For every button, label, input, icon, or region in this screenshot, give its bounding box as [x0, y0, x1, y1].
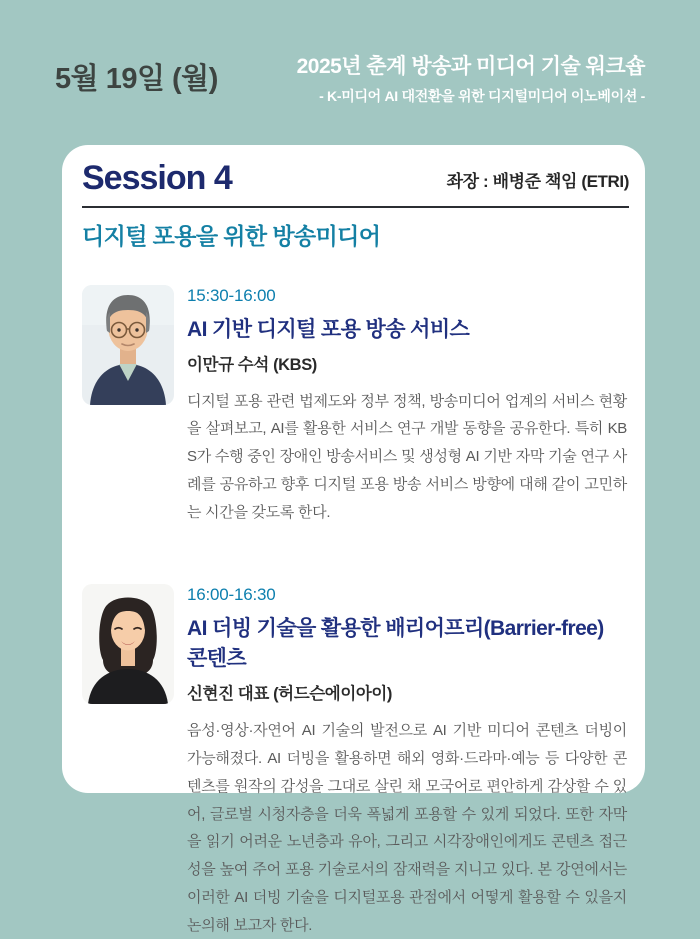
session-time: 16:00-16:30: [187, 585, 276, 605]
session-time: 15:30-16:00: [187, 285, 276, 305]
session-description: 음성·영상·자연어 AI 기술의 발전으로 AI 기반 미디어 콘텐츠 더빙이 가능해졌다. AI 더빙을 활용하면 해외 영화·드라마·예능 등 다양한 콘텐츠를 원작의 감성을 그대로 살린 채 모국어로 편안하게 감상할 수 있어, 글로벌 시청자층을 더욱 폭넓게 포용할 수 있게 되었다. 또한 자막을 읽기 어려운 노년층과 유아, 그리고 시각장애인에게도 콘텐츠 접근성을 높여 주어 포용 기술로서의 잠재력을 지니고 있다. 본 강연에서는 이러한 AI 더빙 기술을 디지털포용 관점에서 어떻게 활용할 수 있을지 논의해 보고자 한다.: [187, 722, 627, 934]
speaker-photo: [82, 584, 174, 704]
workshop-subtitle: - K-미디어 AI 대전환을 위한 디지털미디어 이노베이션 -: [319, 88, 645, 104]
section-title: 디지털 포용을 위한 방송미디어: [82, 222, 381, 249]
session-item: [82, 584, 629, 939]
chair-label: 좌장 : 배병준 책임 (ETRI): [446, 171, 629, 191]
session-card: [62, 145, 645, 934]
workshop-title-block: [297, 50, 645, 106]
session-card-header: [82, 161, 629, 206]
portrait-woman-icon: [82, 584, 174, 704]
speaker-name: 이만규 수석 (KBS): [187, 355, 317, 374]
session-title: AI 더빙 기술을 활용한 배리어프리(Barrier-free) 콘텐츠: [187, 617, 604, 671]
session-description: 디지털 포용 관련 법제도와 정부 정책, 방송미디어 업계의 서비스 현황을 살펴보고, AI를 활용한 서비스 연구 개발 동향을 공유한다. 특히 KBS가 수행 중인 장애인 방송서비스 및 생성형 AI 기반 자막 기술 연구 사례를 공유하고 향후 디지털 포용 방송 서비스 방향에 대해 같이 고민하는 시간을 갖도록 한다.: [187, 392, 627, 521]
speaker-name: 신현진 대표 (허드슨에이아이): [187, 685, 393, 704]
session-label: Session 4: [82, 159, 232, 197]
event-date: 5월 19일 (월): [55, 63, 218, 95]
event-header: [55, 50, 645, 106]
session-body: [187, 584, 629, 939]
portrait-man-glasses-icon: [82, 285, 174, 405]
workshop-title: 2025년 춘계 방송과 미디어 기술 워크숍: [296, 55, 645, 78]
header-divider: [82, 206, 629, 208]
speaker-photo: [82, 285, 174, 405]
session-body: [187, 285, 629, 527]
session-item: [82, 285, 629, 527]
session-title: AI 기반 디지털 포용 방송 서비스: [187, 317, 470, 341]
